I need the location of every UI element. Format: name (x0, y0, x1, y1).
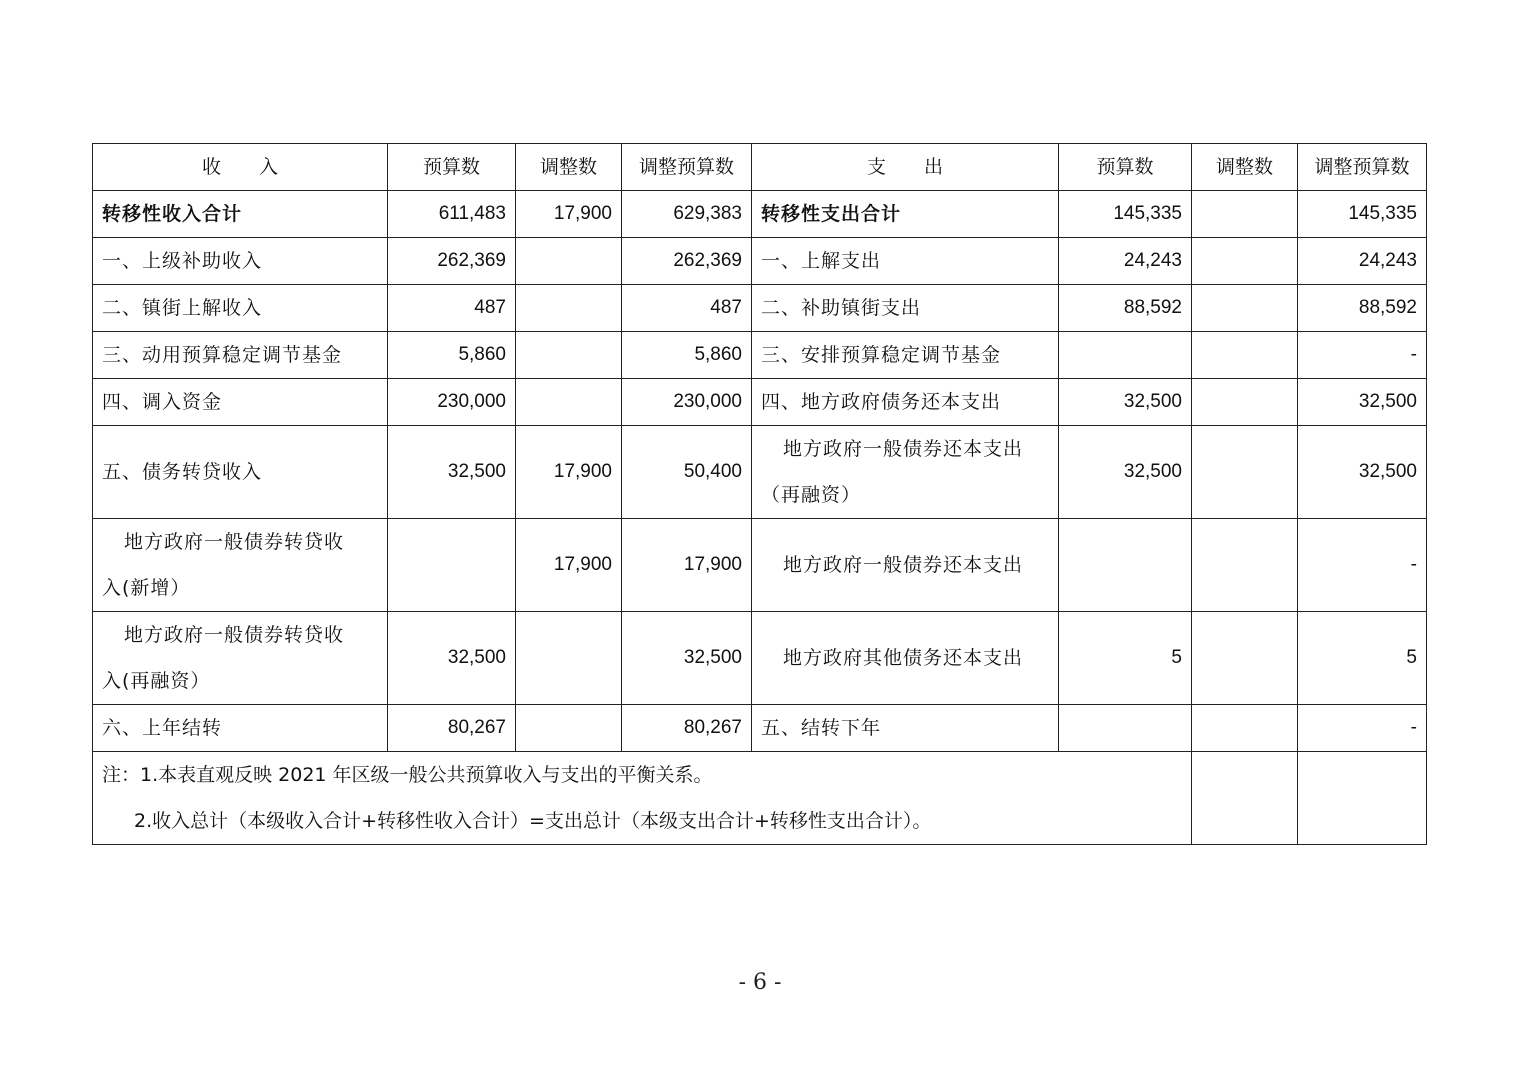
adjust-value: 17,900 (516, 519, 622, 612)
table-notes (93, 752, 1192, 845)
page-number: - 6 - (738, 970, 782, 995)
income-label-line-1: 地方政府一般债券转贷收 (124, 624, 345, 646)
adjust-value (516, 379, 622, 426)
adjust-value-2 (1192, 612, 1298, 705)
income-label (93, 519, 388, 612)
header-budget-2: 预算数 (1059, 144, 1192, 191)
adjust-value-2 (1192, 285, 1298, 332)
adjusted-budget-value: 80,267 (622, 705, 752, 752)
table-header-row (93, 144, 1427, 191)
adjusted-budget-value: 487 (622, 285, 752, 332)
expense-label-line-1: 地方政府一般债券还本支出 (783, 438, 1024, 460)
table-row (93, 191, 1427, 238)
adjust-value-2 (1192, 705, 1298, 752)
expense-label: 四、地方政府债务还本支出 (752, 379, 1059, 426)
header-income: 收 入 (93, 144, 388, 191)
table-row (93, 238, 1427, 285)
budget-value-2 (1059, 519, 1192, 612)
adjust-value (516, 705, 622, 752)
table-row (93, 612, 1427, 705)
budget-balance-table (92, 143, 1427, 845)
adjusted-budget-value: 5,860 (622, 332, 752, 379)
expense-label: 五、结转下年 (752, 705, 1059, 752)
income-label: 二、镇街上解收入 (93, 285, 388, 332)
budget-value-2: 32,500 (1059, 426, 1192, 519)
budget-value: 230,000 (388, 379, 516, 426)
budget-value-2: 24,243 (1059, 238, 1192, 285)
budget-value-2: 88,592 (1059, 285, 1192, 332)
empty-cell (1298, 752, 1427, 845)
adjusted-budget-value-2: - (1298, 705, 1427, 752)
expense-label: 三、安排预算稳定调节基金 (752, 332, 1059, 379)
adjust-value-2 (1192, 379, 1298, 426)
income-label: 六、上年结转 (93, 705, 388, 752)
header-budget: 预算数 (388, 144, 516, 191)
adjust-value (516, 238, 622, 285)
adjust-value-2 (1192, 426, 1298, 519)
adjusted-budget-value-2: 32,500 (1298, 426, 1427, 519)
budget-value: 611,483 (388, 191, 516, 238)
adjusted-budget-value: 50,400 (622, 426, 752, 519)
budget-value: 32,500 (388, 612, 516, 705)
adjusted-budget-value-2: 88,592 (1298, 285, 1427, 332)
expense-label: 转移性支出合计 (752, 191, 1059, 238)
adjusted-budget-value-2: 24,243 (1298, 238, 1427, 285)
income-label: 一、上级补助收入 (93, 238, 388, 285)
income-label: 四、调入资金 (93, 379, 388, 426)
adjust-value-2 (1192, 332, 1298, 379)
adjusted-budget-value-2: 5 (1298, 612, 1427, 705)
adjust-value: 17,900 (516, 191, 622, 238)
adjusted-budget-value: 629,383 (622, 191, 752, 238)
budget-value: 32,500 (388, 426, 516, 519)
empty-cell (1192, 752, 1298, 845)
adjust-value (516, 332, 622, 379)
expense-label: 二、补助镇街支出 (752, 285, 1059, 332)
notes-row (93, 752, 1427, 845)
adjust-value (516, 285, 622, 332)
header-adjusted-budget: 调整预算数 (622, 144, 752, 191)
budget-value-2: 145,335 (1059, 191, 1192, 238)
budget-value: 5,860 (388, 332, 516, 379)
budget-value-2 (1059, 332, 1192, 379)
expense-label: 地方政府一般债券还本支出 (752, 519, 1059, 612)
adjust-value-2 (1192, 238, 1298, 285)
budget-value: 262,369 (388, 238, 516, 285)
income-label-line-1: 地方政府一般债券转贷收 (124, 531, 345, 553)
income-label: 五、债务转贷收入 (93, 426, 388, 519)
budget-value: 80,267 (388, 705, 516, 752)
note-line-1: 注：1.本表直观反映 2021 年区级一般公共预算收入与支出的平衡关系。 (102, 764, 713, 786)
adjust-value (516, 612, 622, 705)
adjusted-budget-value: 262,369 (622, 238, 752, 285)
income-label: 转移性收入合计 (93, 191, 388, 238)
budget-value (388, 519, 516, 612)
budget-value-2 (1059, 705, 1192, 752)
expense-label (752, 426, 1059, 519)
budget-value: 487 (388, 285, 516, 332)
adjusted-budget-value-2: - (1298, 519, 1427, 612)
adjusted-budget-value: 17,900 (622, 519, 752, 612)
expense-label: 地方政府其他债务还本支出 (752, 612, 1059, 705)
adjusted-budget-value-2: - (1298, 332, 1427, 379)
budget-value-2: 5 (1059, 612, 1192, 705)
adjusted-budget-value-2: 32,500 (1298, 379, 1427, 426)
table-row (93, 285, 1427, 332)
adjusted-budget-value: 230,000 (622, 379, 752, 426)
expense-label: 一、上解支出 (752, 238, 1059, 285)
table-row (93, 519, 1427, 612)
adjust-value: 17,900 (516, 426, 622, 519)
adjusted-budget-value: 32,500 (622, 612, 752, 705)
header-adjust: 调整数 (516, 144, 622, 191)
table-row (93, 705, 1427, 752)
note-line-2: 2.收入总计（本级收入合计+转移性收入合计）=支出总计（本级支出合计+转移性支出合计）。 (134, 810, 932, 832)
table-row (93, 332, 1427, 379)
adjust-value-2 (1192, 519, 1298, 612)
header-adjusted-budget-2: 调整预算数 (1298, 144, 1427, 191)
expense-label-line-2: （再融资） (761, 484, 862, 506)
adjust-value-2 (1192, 191, 1298, 238)
header-expense: 支 出 (752, 144, 1059, 191)
income-label: 三、动用预算稳定调节基金 (93, 332, 388, 379)
income-label-line-2: 入(再融资） (102, 670, 211, 692)
table-row (93, 426, 1427, 519)
table-row (93, 379, 1427, 426)
budget-value-2: 32,500 (1059, 379, 1192, 426)
header-adjust-2: 调整数 (1192, 144, 1298, 191)
adjusted-budget-value-2: 145,335 (1298, 191, 1427, 238)
income-label (93, 612, 388, 705)
income-label-line-2: 入(新增） (102, 577, 191, 599)
